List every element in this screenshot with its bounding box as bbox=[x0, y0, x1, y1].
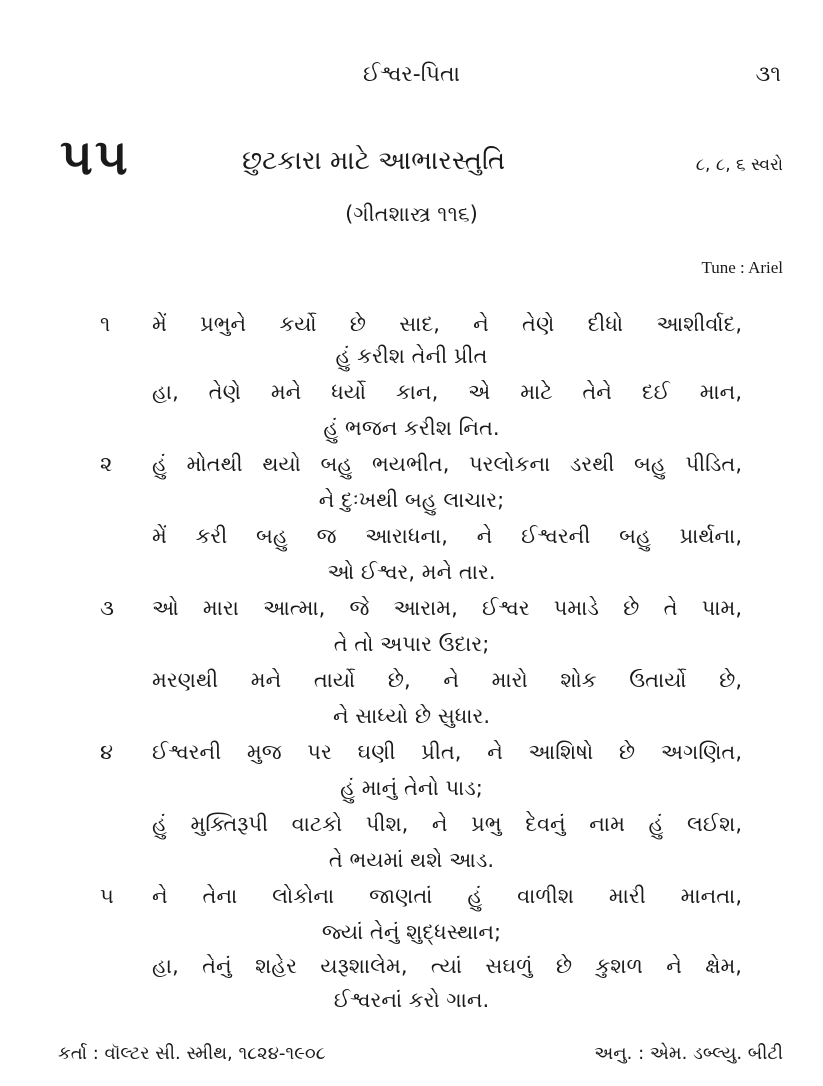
verse-line: ને સાધ્યો છે સુધાર. bbox=[332, 704, 491, 728]
verse-line: હા, તેનું શહેર યરૂશાલેમ, ત્યાં સઘળું છે કુશળ ને ક્ષેમ, bbox=[152, 954, 742, 978]
translator-credit: અનુ. : એમ. ડબ્લ્યુ. બીટી bbox=[594, 1043, 783, 1064]
verse-line: તે ભયમાં થશે આડ. bbox=[328, 848, 495, 872]
verse-number: ૩ bbox=[100, 596, 114, 620]
hymn-title: છુટકારા માટે આભારસ્તુતિ bbox=[242, 146, 506, 176]
meter-note: ૮, ૮, ૬ સ્વરો bbox=[695, 155, 783, 175]
verse-number: ૫ bbox=[100, 884, 114, 908]
verse-line: ઓ મારા આત્મા, જે આરામ, ઈશ્વર પમાડે છે તે પામ, bbox=[152, 596, 742, 620]
verse-line: હા, તેણે મને ધર્યો કાન, એ માટે તેને દઈ માન, bbox=[152, 380, 742, 404]
verse-number: ૪ bbox=[100, 740, 114, 764]
verse-line: મેં કરી બહુ જ આરાધના, ને ઈશ્વરની બહુ પ્રાર્થના, bbox=[152, 524, 742, 548]
verse-line: હું મુક્તિરૂપી વાટકો પીશ, ને પ્રભુ દેવનું નામ હું લઈશ, bbox=[152, 812, 742, 836]
verse-number: ૨ bbox=[100, 452, 113, 476]
verse-line: મરણથી મને તાર્યો છે, ને મારો શોક ઉતાર્યો છે, bbox=[152, 668, 742, 692]
hymn-number: ૫૫ bbox=[60, 128, 130, 186]
verse-number: ૧ bbox=[100, 312, 111, 336]
verse-line: હું ભજન કરીશ નિત. bbox=[323, 416, 500, 440]
verse-line: ઈશ્વરનાં કરો ગાન. bbox=[333, 988, 490, 1012]
tune-name: Tune : Ariel bbox=[701, 258, 783, 277]
page-number: ૩૧ bbox=[755, 62, 781, 87]
verse-line: હું કરીશ તેની પ્રીત bbox=[335, 344, 488, 368]
verse-line: તે તો અપાર ઉદાર; bbox=[333, 632, 490, 656]
verse-line: ઈશ્વરની મુજ પર ઘણી પ્રીત, ને આશિષો છે અગણિત, bbox=[152, 740, 742, 764]
verse-line: જ્યાં તેનું શુદ્ધસ્થાન; bbox=[321, 920, 502, 944]
verse-line: મેં પ્રભુને કર્યો છે સાદ, ને તેણે દીધો આશીર્વાદ, bbox=[152, 312, 742, 336]
verse-line: હું મોતથી થયો બહુ ભયભીત, પરલોકના ડરથી બહુ પીડિત, bbox=[152, 452, 742, 476]
verse-line: હું માનું તેનો પાડ; bbox=[340, 776, 483, 800]
author-credit: કર્તા : વૉલ્ટર સી. સ્મીથ, ૧૮૨૪-૧૯૦૮ bbox=[58, 1043, 326, 1064]
verse-line: ઓ ઈશ્વર, મને તાર. bbox=[327, 560, 496, 584]
scripture-reference: (ગીતશાસ્ત્ર ૧૧૬) bbox=[345, 202, 478, 226]
verse-line: ને દુઃખથી બહુ લાચાર; bbox=[318, 488, 505, 512]
running-title: ઈશ્વર-પિતા bbox=[363, 62, 460, 87]
verse-line: ને તેના લોકોના જાણતાં હું વાળીશ મારી માનતા, bbox=[152, 884, 742, 908]
